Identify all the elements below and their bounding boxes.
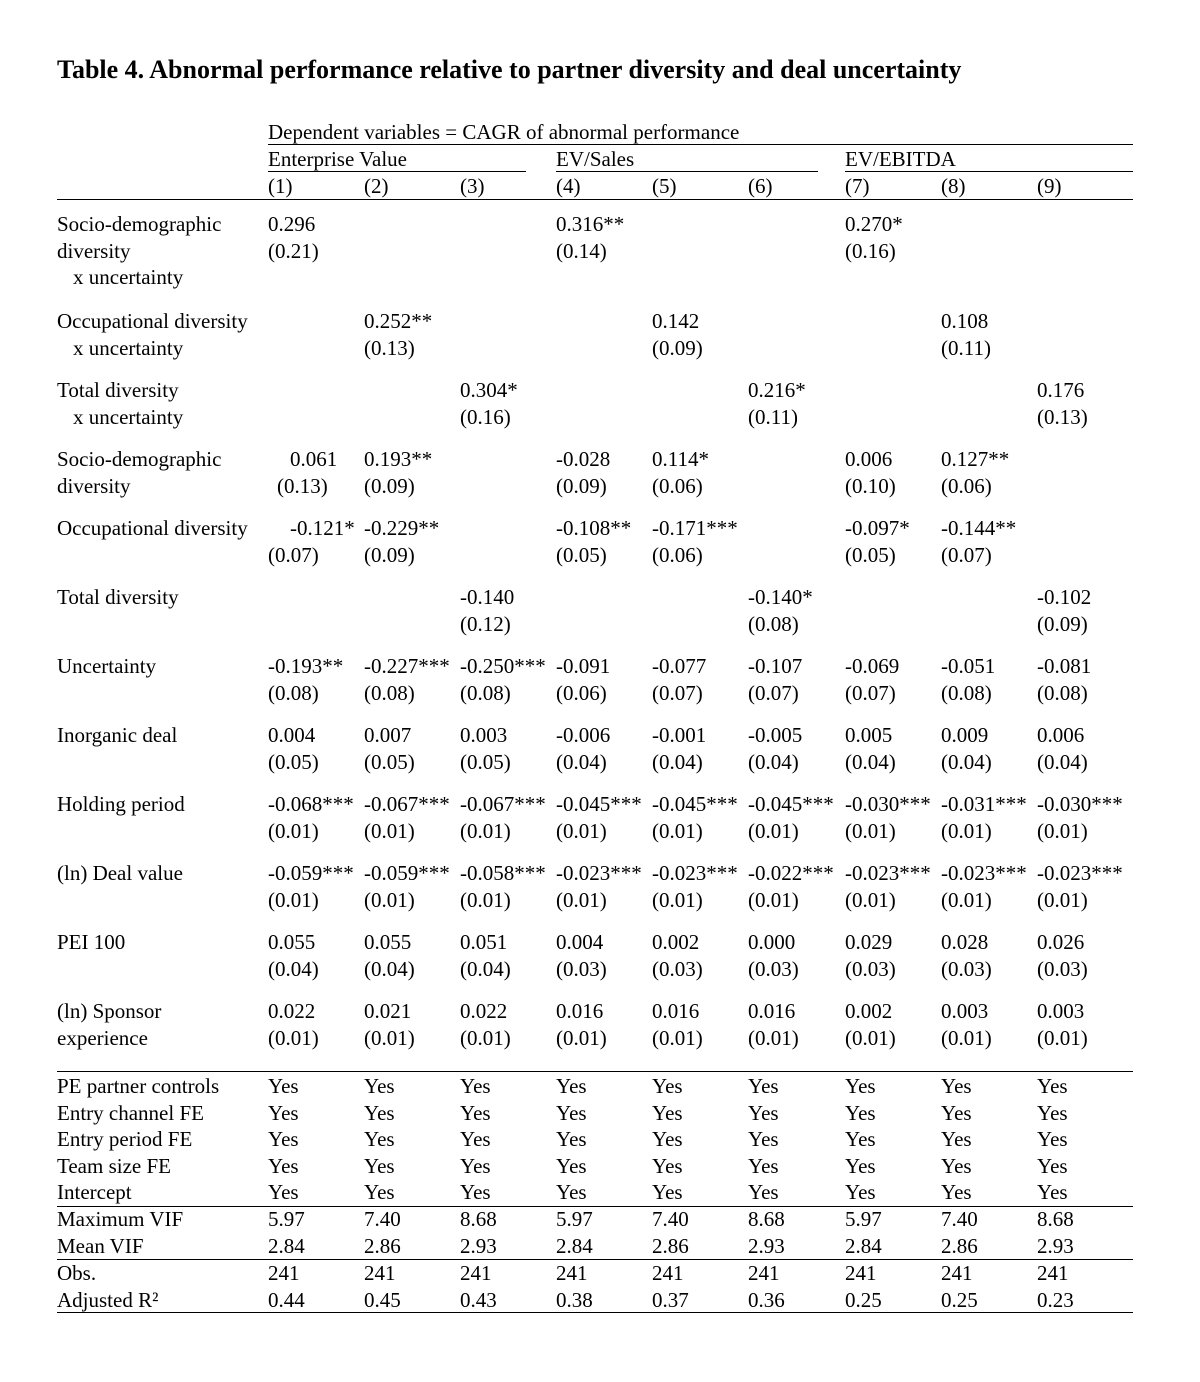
vif-value: 2.86	[652, 1233, 689, 1258]
standard-error: (0.01)	[652, 887, 703, 912]
coefficient: -0.108**	[556, 516, 632, 540]
coefficient: 0.002	[652, 930, 700, 954]
stat-value: 241	[460, 1261, 492, 1285]
vif-value: 7.40	[364, 1207, 401, 1231]
standard-error: (0.07)	[941, 542, 992, 567]
control-value: Yes	[748, 1153, 779, 1178]
coefficient: -0.045***	[556, 792, 642, 816]
coefficient: -0.023***	[845, 861, 931, 885]
dependent-variable-header: Dependent variables = CAGR of abnormal performance	[268, 120, 740, 144]
coefficient: 0.029	[845, 930, 893, 954]
coefficient: -0.059***	[268, 861, 354, 885]
coefficient: -0.045***	[748, 792, 834, 816]
standard-error: (0.03)	[941, 956, 992, 981]
coefficient: -0.006	[556, 723, 611, 747]
vif-label: Maximum VIF	[57, 1207, 184, 1231]
control-value: Yes	[268, 1127, 299, 1152]
standard-error: (0.01)	[556, 887, 607, 912]
standard-error: (0.04)	[941, 749, 992, 774]
standard-error: (0.04)	[364, 956, 415, 981]
row-label: Occupational diversity	[57, 309, 248, 333]
standard-error: (0.08)	[1037, 680, 1088, 705]
row-label: Holding period	[57, 792, 185, 816]
coefficient: -0.097*	[845, 516, 910, 540]
row-label: Uncertainty	[57, 654, 157, 678]
vif-value: 2.86	[364, 1233, 401, 1258]
control-value: Yes	[268, 1153, 299, 1178]
coefficient: -0.058***	[460, 861, 546, 885]
coefficient: -0.001	[652, 723, 707, 747]
coefficient: 0.022	[460, 999, 508, 1023]
header-bottom-rule	[57, 199, 1133, 200]
row-label: Occupational diversity	[57, 516, 248, 540]
row-label: diversity	[57, 473, 131, 498]
coefficient: 0.021	[364, 999, 412, 1023]
standard-error: (0.01)	[748, 818, 799, 843]
control-value: Yes	[268, 1074, 299, 1098]
standard-error: (0.08)	[941, 680, 992, 705]
control-value: Yes	[364, 1100, 395, 1125]
coefficient: 0.061	[290, 447, 338, 471]
coefficient: 0.003	[941, 999, 989, 1023]
coefficient: -0.081	[1037, 654, 1092, 678]
stat-value: 0.44	[268, 1287, 305, 1312]
coefficient: 0.000	[748, 930, 796, 954]
standard-error: (0.01)	[941, 1025, 992, 1050]
control-value: Yes	[460, 1100, 491, 1125]
group-header: EV/EBITDA	[845, 147, 956, 171]
standard-error: (0.06)	[652, 473, 703, 498]
stat-value: 0.37	[652, 1287, 689, 1312]
coefficient: -0.028	[556, 447, 611, 471]
standard-error: (0.07)	[268, 542, 319, 567]
coefficient: 0.016	[748, 999, 796, 1023]
column-number: (4)	[556, 174, 581, 198]
standard-error: (0.01)	[1037, 1025, 1088, 1050]
coefficient: -0.031***	[941, 792, 1027, 816]
standard-error: (0.09)	[1037, 611, 1088, 636]
column-number: (5)	[652, 174, 677, 198]
standard-error: (0.11)	[941, 335, 991, 360]
coefficient: 0.009	[941, 723, 989, 747]
control-value: Yes	[556, 1074, 587, 1098]
coefficient: -0.121*	[290, 516, 355, 540]
coefficient: -0.051	[941, 654, 996, 678]
standard-error: (0.03)	[652, 956, 703, 981]
control-value: Yes	[748, 1074, 779, 1098]
standard-error: (0.11)	[748, 404, 798, 429]
control-value: Yes	[460, 1127, 491, 1152]
coefficient: 0.296	[268, 212, 316, 236]
control-value: Yes	[845, 1127, 876, 1152]
stat-value: 0.36	[748, 1287, 785, 1312]
standard-error: (0.01)	[941, 887, 992, 912]
row-label: x uncertainty	[73, 404, 184, 429]
coefficient: -0.067***	[364, 792, 450, 816]
standard-error: (0.10)	[845, 473, 896, 498]
standard-error: (0.01)	[268, 1025, 319, 1050]
control-value: Yes	[845, 1180, 876, 1205]
stat-value: 0.43	[460, 1287, 497, 1312]
coefficient: 0.304*	[460, 378, 518, 402]
coefficient: 0.055	[364, 930, 412, 954]
coefficient: -0.069	[845, 654, 900, 678]
coefficient: -0.140	[460, 585, 515, 609]
standard-error: (0.04)	[268, 956, 319, 981]
standard-error: (0.06)	[941, 473, 992, 498]
vif-value: 2.84	[845, 1233, 882, 1258]
coefficient: 0.114*	[652, 447, 709, 471]
coefficient: -0.023***	[556, 861, 642, 885]
column-number: (1)	[268, 174, 293, 198]
standard-error: (0.08)	[460, 680, 511, 705]
coefficient: 0.004	[268, 723, 316, 747]
standard-error: (0.05)	[460, 749, 511, 774]
row-label: Total diversity	[57, 378, 179, 402]
control-value: Yes	[1037, 1153, 1068, 1178]
control-value: Yes	[364, 1074, 395, 1098]
control-value: Yes	[941, 1180, 972, 1205]
control-label: Team size FE	[57, 1153, 171, 1178]
coefficient: 0.108	[941, 309, 989, 333]
standard-error: (0.04)	[748, 749, 799, 774]
coefficient: 0.316**	[556, 212, 625, 236]
stat-value: 241	[941, 1261, 973, 1285]
standard-error: (0.07)	[748, 680, 799, 705]
stat-value: 0.23	[1037, 1287, 1074, 1312]
coefficient: -0.030***	[1037, 792, 1123, 816]
control-value: Yes	[845, 1100, 876, 1125]
standard-error: (0.07)	[845, 680, 896, 705]
coefficient: -0.023***	[1037, 861, 1123, 885]
coefficient: 0.193**	[364, 447, 433, 471]
control-value: Yes	[268, 1100, 299, 1125]
standard-error: (0.12)	[460, 611, 511, 636]
control-value: Yes	[1037, 1180, 1068, 1205]
control-value: Yes	[941, 1074, 972, 1098]
coefficient: 0.022	[268, 999, 316, 1023]
standard-error: (0.01)	[364, 1025, 415, 1050]
stat-label: Obs.	[57, 1261, 97, 1285]
coefficient: -0.022***	[748, 861, 834, 885]
stat-label: Adjusted R²	[57, 1287, 159, 1312]
standard-error: (0.04)	[845, 749, 896, 774]
coefficient: 0.252**	[364, 309, 433, 333]
control-value: Yes	[941, 1100, 972, 1125]
standard-error: (0.01)	[556, 1025, 607, 1050]
vif-label: Mean VIF	[57, 1233, 144, 1258]
standard-error: (0.08)	[364, 680, 415, 705]
standard-error: (0.01)	[364, 818, 415, 843]
stat-value: 241	[845, 1261, 877, 1285]
stat-value: 241	[652, 1261, 684, 1285]
standard-error: (0.05)	[845, 542, 896, 567]
control-label: PE partner controls	[57, 1074, 220, 1098]
coefficient: 0.051	[460, 930, 508, 954]
standard-error: (0.01)	[460, 887, 511, 912]
column-number: (7)	[845, 174, 870, 198]
coefficient: -0.250***	[460, 654, 546, 678]
standard-error: (0.03)	[748, 956, 799, 981]
standard-error: (0.05)	[268, 749, 319, 774]
vif-value: 2.93	[460, 1233, 497, 1258]
vif-value: 2.93	[748, 1233, 785, 1258]
standard-error: (0.07)	[652, 680, 703, 705]
stat-value: 0.25	[941, 1287, 978, 1312]
standard-error: (0.03)	[556, 956, 607, 981]
coefficient: -0.171***	[652, 516, 738, 540]
control-label: Entry channel FE	[57, 1100, 204, 1125]
standard-error: (0.01)	[1037, 818, 1088, 843]
control-label: Intercept	[57, 1180, 132, 1205]
stat-value: 241	[268, 1261, 300, 1285]
coefficient: -0.023***	[652, 861, 738, 885]
control-value: Yes	[652, 1127, 683, 1152]
standard-error: (0.09)	[364, 542, 415, 567]
standard-error: (0.04)	[652, 749, 703, 774]
group-rule-ev-ebitda	[845, 171, 1133, 172]
stat-value: 241	[364, 1261, 396, 1285]
coefficient: 0.016	[652, 999, 700, 1023]
coefficient: 0.055	[268, 930, 316, 954]
control-value: Yes	[652, 1180, 683, 1205]
coefficient: 0.002	[845, 999, 893, 1023]
coefficient: 0.003	[1037, 999, 1085, 1023]
stat-value: 0.45	[364, 1287, 401, 1312]
row-label: x uncertainty	[73, 265, 184, 289]
vif-value: 7.40	[652, 1207, 689, 1231]
control-value: Yes	[364, 1127, 395, 1152]
control-value: Yes	[268, 1180, 299, 1205]
coefficient: -0.091	[556, 654, 611, 678]
row-label: x uncertainty	[73, 335, 184, 360]
coefficient: -0.227***	[364, 654, 450, 678]
coefficient: -0.023***	[941, 861, 1027, 885]
coefficient: -0.030***	[845, 792, 931, 816]
standard-error: (0.01)	[748, 1025, 799, 1050]
standard-error: (0.05)	[364, 749, 415, 774]
control-value: Yes	[460, 1074, 491, 1098]
standard-error: (0.13)	[1037, 404, 1088, 429]
standard-error: (0.01)	[268, 818, 319, 843]
vif-value: 5.97	[845, 1207, 882, 1231]
row-label: (ln) Deal value	[57, 861, 183, 885]
stat-value: 241	[556, 1261, 588, 1285]
row-label: diversity	[57, 238, 131, 263]
table-title: Table 4. Abnormal performance relative to partner diversity and deal uncertainty	[57, 55, 962, 84]
row-label: (ln) Sponsor	[57, 999, 162, 1023]
control-value: Yes	[364, 1180, 395, 1205]
standard-error: (0.21)	[268, 238, 319, 263]
control-value: Yes	[652, 1100, 683, 1125]
control-value: Yes	[364, 1153, 395, 1178]
row-label: Inorganic deal	[57, 723, 178, 747]
standard-error: (0.01)	[364, 887, 415, 912]
standard-error: (0.16)	[845, 238, 896, 263]
coefficient: 0.028	[941, 930, 989, 954]
coefficient: 0.270*	[845, 212, 903, 236]
standard-error: (0.14)	[556, 238, 607, 263]
standard-error: (0.13)	[364, 335, 415, 360]
standard-error: (0.09)	[364, 473, 415, 498]
control-value: Yes	[748, 1100, 779, 1125]
standard-error: (0.01)	[268, 887, 319, 912]
column-number: (2)	[364, 174, 389, 198]
row-label: Socio-demographic	[57, 212, 222, 236]
vif-value: 5.97	[268, 1207, 305, 1231]
group-rule-enterprise-value	[268, 171, 526, 172]
control-value: Yes	[460, 1180, 491, 1205]
control-value: Yes	[556, 1153, 587, 1178]
coefficient: 0.004	[556, 930, 604, 954]
coefficient: -0.229**	[364, 516, 440, 540]
standard-error: (0.03)	[1037, 956, 1088, 981]
column-number: (3)	[460, 174, 485, 198]
standard-error: (0.09)	[652, 335, 703, 360]
standard-error: (0.05)	[556, 542, 607, 567]
standard-error: (0.13)	[277, 473, 328, 498]
control-value: Yes	[845, 1153, 876, 1178]
standard-error: (0.01)	[845, 1025, 896, 1050]
standard-error: (0.06)	[652, 542, 703, 567]
header-rule	[268, 144, 1133, 145]
control-value: Yes	[941, 1127, 972, 1152]
standard-error: (0.04)	[1037, 749, 1088, 774]
standard-error: (0.04)	[556, 749, 607, 774]
standard-error: (0.08)	[748, 611, 799, 636]
vif-value: 2.93	[1037, 1233, 1074, 1258]
standard-error: (0.16)	[460, 404, 511, 429]
control-value: Yes	[748, 1127, 779, 1152]
stat-value: 0.38	[556, 1287, 593, 1312]
stat-value: 0.25	[845, 1287, 882, 1312]
column-number: (9)	[1037, 174, 1062, 198]
coefficient: 0.007	[364, 723, 412, 747]
control-value: Yes	[1037, 1100, 1068, 1125]
vif-value: 8.68	[460, 1207, 497, 1231]
coefficient: -0.077	[652, 654, 707, 678]
coefficient: 0.006	[1037, 723, 1085, 747]
vif-value: 2.86	[941, 1233, 978, 1258]
row-label: Socio-demographic	[57, 447, 222, 471]
coefficient: 0.026	[1037, 930, 1085, 954]
table-bottom-rule	[57, 1312, 1133, 1313]
control-value: Yes	[1037, 1127, 1068, 1152]
coefficient: -0.045***	[652, 792, 738, 816]
control-label: Entry period FE	[57, 1127, 193, 1152]
standard-error: (0.01)	[1037, 887, 1088, 912]
coefficient: -0.068***	[268, 792, 354, 816]
control-value: Yes	[845, 1074, 876, 1098]
group-header: EV/Sales	[556, 147, 635, 171]
vif-value: 8.68	[748, 1207, 785, 1231]
coefficient: 0.127**	[941, 447, 1010, 471]
control-value: Yes	[1037, 1074, 1068, 1098]
coefficient: -0.144**	[941, 516, 1017, 540]
coefficient: 0.016	[556, 999, 604, 1023]
vif-value: 2.84	[268, 1233, 305, 1258]
standard-error: (0.03)	[845, 956, 896, 981]
standard-error: (0.08)	[268, 680, 319, 705]
standard-error: (0.06)	[556, 680, 607, 705]
coefficient: 0.003	[460, 723, 508, 747]
coefficient: 0.176	[1037, 378, 1085, 402]
coefficient: -0.107	[748, 654, 803, 678]
group-header: Enterprise Value	[268, 147, 407, 171]
standard-error: (0.01)	[652, 1025, 703, 1050]
standard-error: (0.01)	[556, 818, 607, 843]
control-value: Yes	[941, 1153, 972, 1178]
standard-error: (0.01)	[460, 818, 511, 843]
stat-value: 241	[748, 1261, 780, 1285]
control-value: Yes	[652, 1153, 683, 1178]
standard-error: (0.09)	[556, 473, 607, 498]
coefficient: 0.005	[845, 723, 893, 747]
stat-value: 241	[1037, 1261, 1069, 1285]
row-label: experience	[57, 1025, 148, 1050]
coefficient: 0.006	[845, 447, 893, 471]
vif-value: 5.97	[556, 1207, 593, 1231]
control-value: Yes	[748, 1180, 779, 1205]
vif-value: 2.84	[556, 1233, 593, 1258]
coefficient: -0.102	[1037, 585, 1092, 609]
group-rule-ev-sales	[556, 171, 818, 172]
row-label: Total diversity	[57, 585, 179, 609]
control-value: Yes	[556, 1100, 587, 1125]
standard-error: (0.01)	[845, 887, 896, 912]
coefficient: 0.216*	[748, 378, 806, 402]
standard-error: (0.01)	[941, 818, 992, 843]
column-number: (8)	[941, 174, 966, 198]
standard-error: (0.01)	[748, 887, 799, 912]
controls-top-rule	[57, 1071, 1133, 1072]
control-value: Yes	[652, 1074, 683, 1098]
control-value: Yes	[556, 1180, 587, 1205]
standard-error: (0.01)	[845, 818, 896, 843]
control-value: Yes	[460, 1153, 491, 1178]
coefficient: -0.067***	[460, 792, 546, 816]
row-label: PEI 100	[57, 930, 126, 954]
vif-value: 8.68	[1037, 1207, 1074, 1231]
standard-error: (0.04)	[460, 956, 511, 981]
standard-error: (0.01)	[460, 1025, 511, 1050]
coefficient: -0.193**	[268, 654, 344, 678]
control-value: Yes	[556, 1127, 587, 1152]
vif-value: 7.40	[941, 1207, 978, 1231]
coefficient: -0.140*	[748, 585, 813, 609]
column-number: (6)	[748, 174, 773, 198]
standard-error: (0.01)	[652, 818, 703, 843]
coefficient: -0.059***	[364, 861, 450, 885]
coefficient: -0.005	[748, 723, 803, 747]
coefficient: 0.142	[652, 309, 700, 333]
